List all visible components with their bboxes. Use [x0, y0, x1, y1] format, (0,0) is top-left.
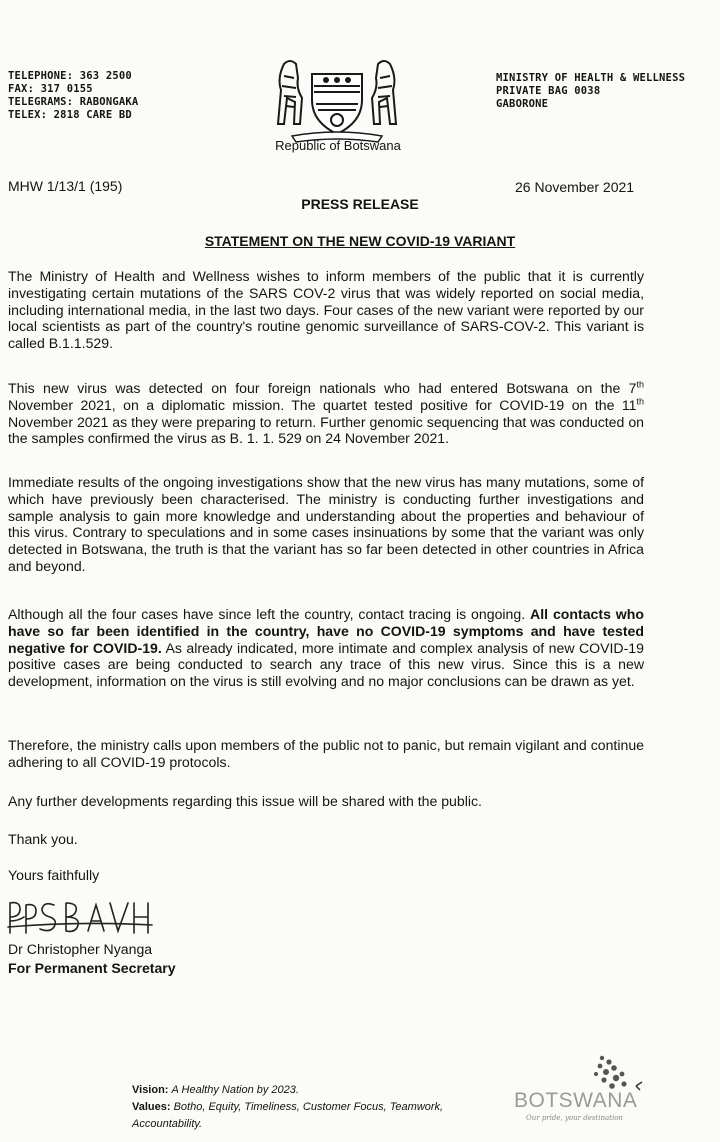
paragraph-5: Therefore, the ministry calls upon members of the public not to panic, but remain vigilant and continue adhering to all COVID-19 protocols. — [8, 737, 644, 770]
republic-label: Republic of Botswana — [275, 138, 401, 153]
signatory-title: For Permanent Secretary — [8, 960, 176, 976]
telegrams-line: TELEGRAMS: RABONGAKA — [8, 96, 139, 108]
paragraph-3: Immediate results of the ongoing investigations show that the new virus has many mutations, some of which have previously been characterised. The ministry is conducting further investigations and sample analysis to gain more knowledge and understanding about the properties and behaviour of this virus. Contrary to speculations and in some cases insinuations by some that the variant was only detected in Botswana, the truth is that the variant has so far been detected in other countries in Africa and beyond. — [8, 474, 644, 574]
p2-part-b: November 2021, on a diplomatic mission. The quartet tested positive for COVID-19 on the 11 — [8, 396, 637, 413]
private-bag: PRIVATE BAG 0038 — [496, 85, 601, 97]
city: GABORONE — [496, 98, 549, 110]
document-date: 26 November 2021 — [515, 179, 635, 195]
telex-line: TELEX: 2818 CARE BD — [8, 109, 132, 121]
footer-vision-values — [132, 1082, 502, 1133]
statement-title — [0, 233, 720, 251]
signatory-name: Dr Christopher Nyanga — [8, 941, 153, 957]
p2-part-c: November 2021 as they were preparing to return. Further genomic sequencing that was conducted on the samples confirmed the virus as B. 1. 1. 529 on 24 November 2021. — [8, 413, 644, 447]
p2-part-a: This new virus was detected on four foreign nationals who had entered Botswana on the 7 — [8, 380, 637, 396]
paragraph-2 — [8, 380, 644, 447]
values-line — [132, 1099, 502, 1133]
values-label: Values: — [132, 1101, 171, 1113]
paragraph-4 — [8, 606, 644, 690]
coat-of-arms-emblem — [262, 56, 412, 146]
signature-image — [6, 897, 156, 939]
p2-sup-2: th — [636, 396, 644, 407]
contact-block-right — [496, 72, 685, 111]
ministry-name: MINISTRY OF HEALTH & WELLNESS — [496, 72, 686, 84]
paragraph-6: Any further developments regarding this issue will be shared with the public. — [8, 793, 482, 809]
statement-title-text: STATEMENT ON THE NEW COVID-19 VARIANT — [204, 233, 516, 249]
paragraph-1: The Ministry of Health and Wellness wishes to inform members of the public that it is currently investigating certain mutations of the SARS COV-2 virus that was widely reported on social media, including international media, in the last two days. Four cases of the new variant were reported by our local scientists as part of the country's routine genomic surveillance of SARS-COV-2. This variant is called B.1.1.529. — [8, 268, 644, 352]
press-release-heading: PRESS RELEASE — [301, 196, 419, 212]
telephone-line: TELEPHONE: 363 2500 — [8, 70, 132, 82]
reference-number: MHW 1/13/1 (195) — [8, 178, 123, 194]
vision-value: A Healthy Nation by 2023. — [171, 1084, 299, 1096]
p4-bold-statement: All contacts who have so far been identified in the country, have no COVID-19 symptoms and have tested negative for COVID-19. — [8, 606, 644, 656]
vision-line — [132, 1082, 502, 1099]
contact-block-left — [8, 70, 138, 122]
logo-wordmark: BOTSWANA — [514, 1089, 638, 1112]
thank-you: Thank you. — [8, 831, 78, 847]
logo-tagline: Our pride, your destination — [526, 1114, 623, 1122]
yours-faithfully: Yours faithfully — [8, 867, 100, 883]
p4-part-b: As already indicated, more intimate and complex analysis of new COVID-19 positive cases are being conducted to search any trace of this new virus. Since this is a new development, information on the virus is still evolving and no major conclusions can be drawn as yet. — [8, 639, 644, 690]
botswana-brand-logo — [510, 1052, 650, 1132]
p4-part-a: Although all the four cases have since left the country, contact tracing is ongoing. — [8, 606, 531, 622]
vision-label: Vision: — [132, 1084, 169, 1096]
p2-sup-1: th — [636, 379, 644, 390]
fax-line: FAX: 317 0155 — [8, 83, 93, 95]
values-value: Botho, Equity, Timeliness, Customer Focus, Teamwork, Accountability. — [132, 1101, 444, 1130]
